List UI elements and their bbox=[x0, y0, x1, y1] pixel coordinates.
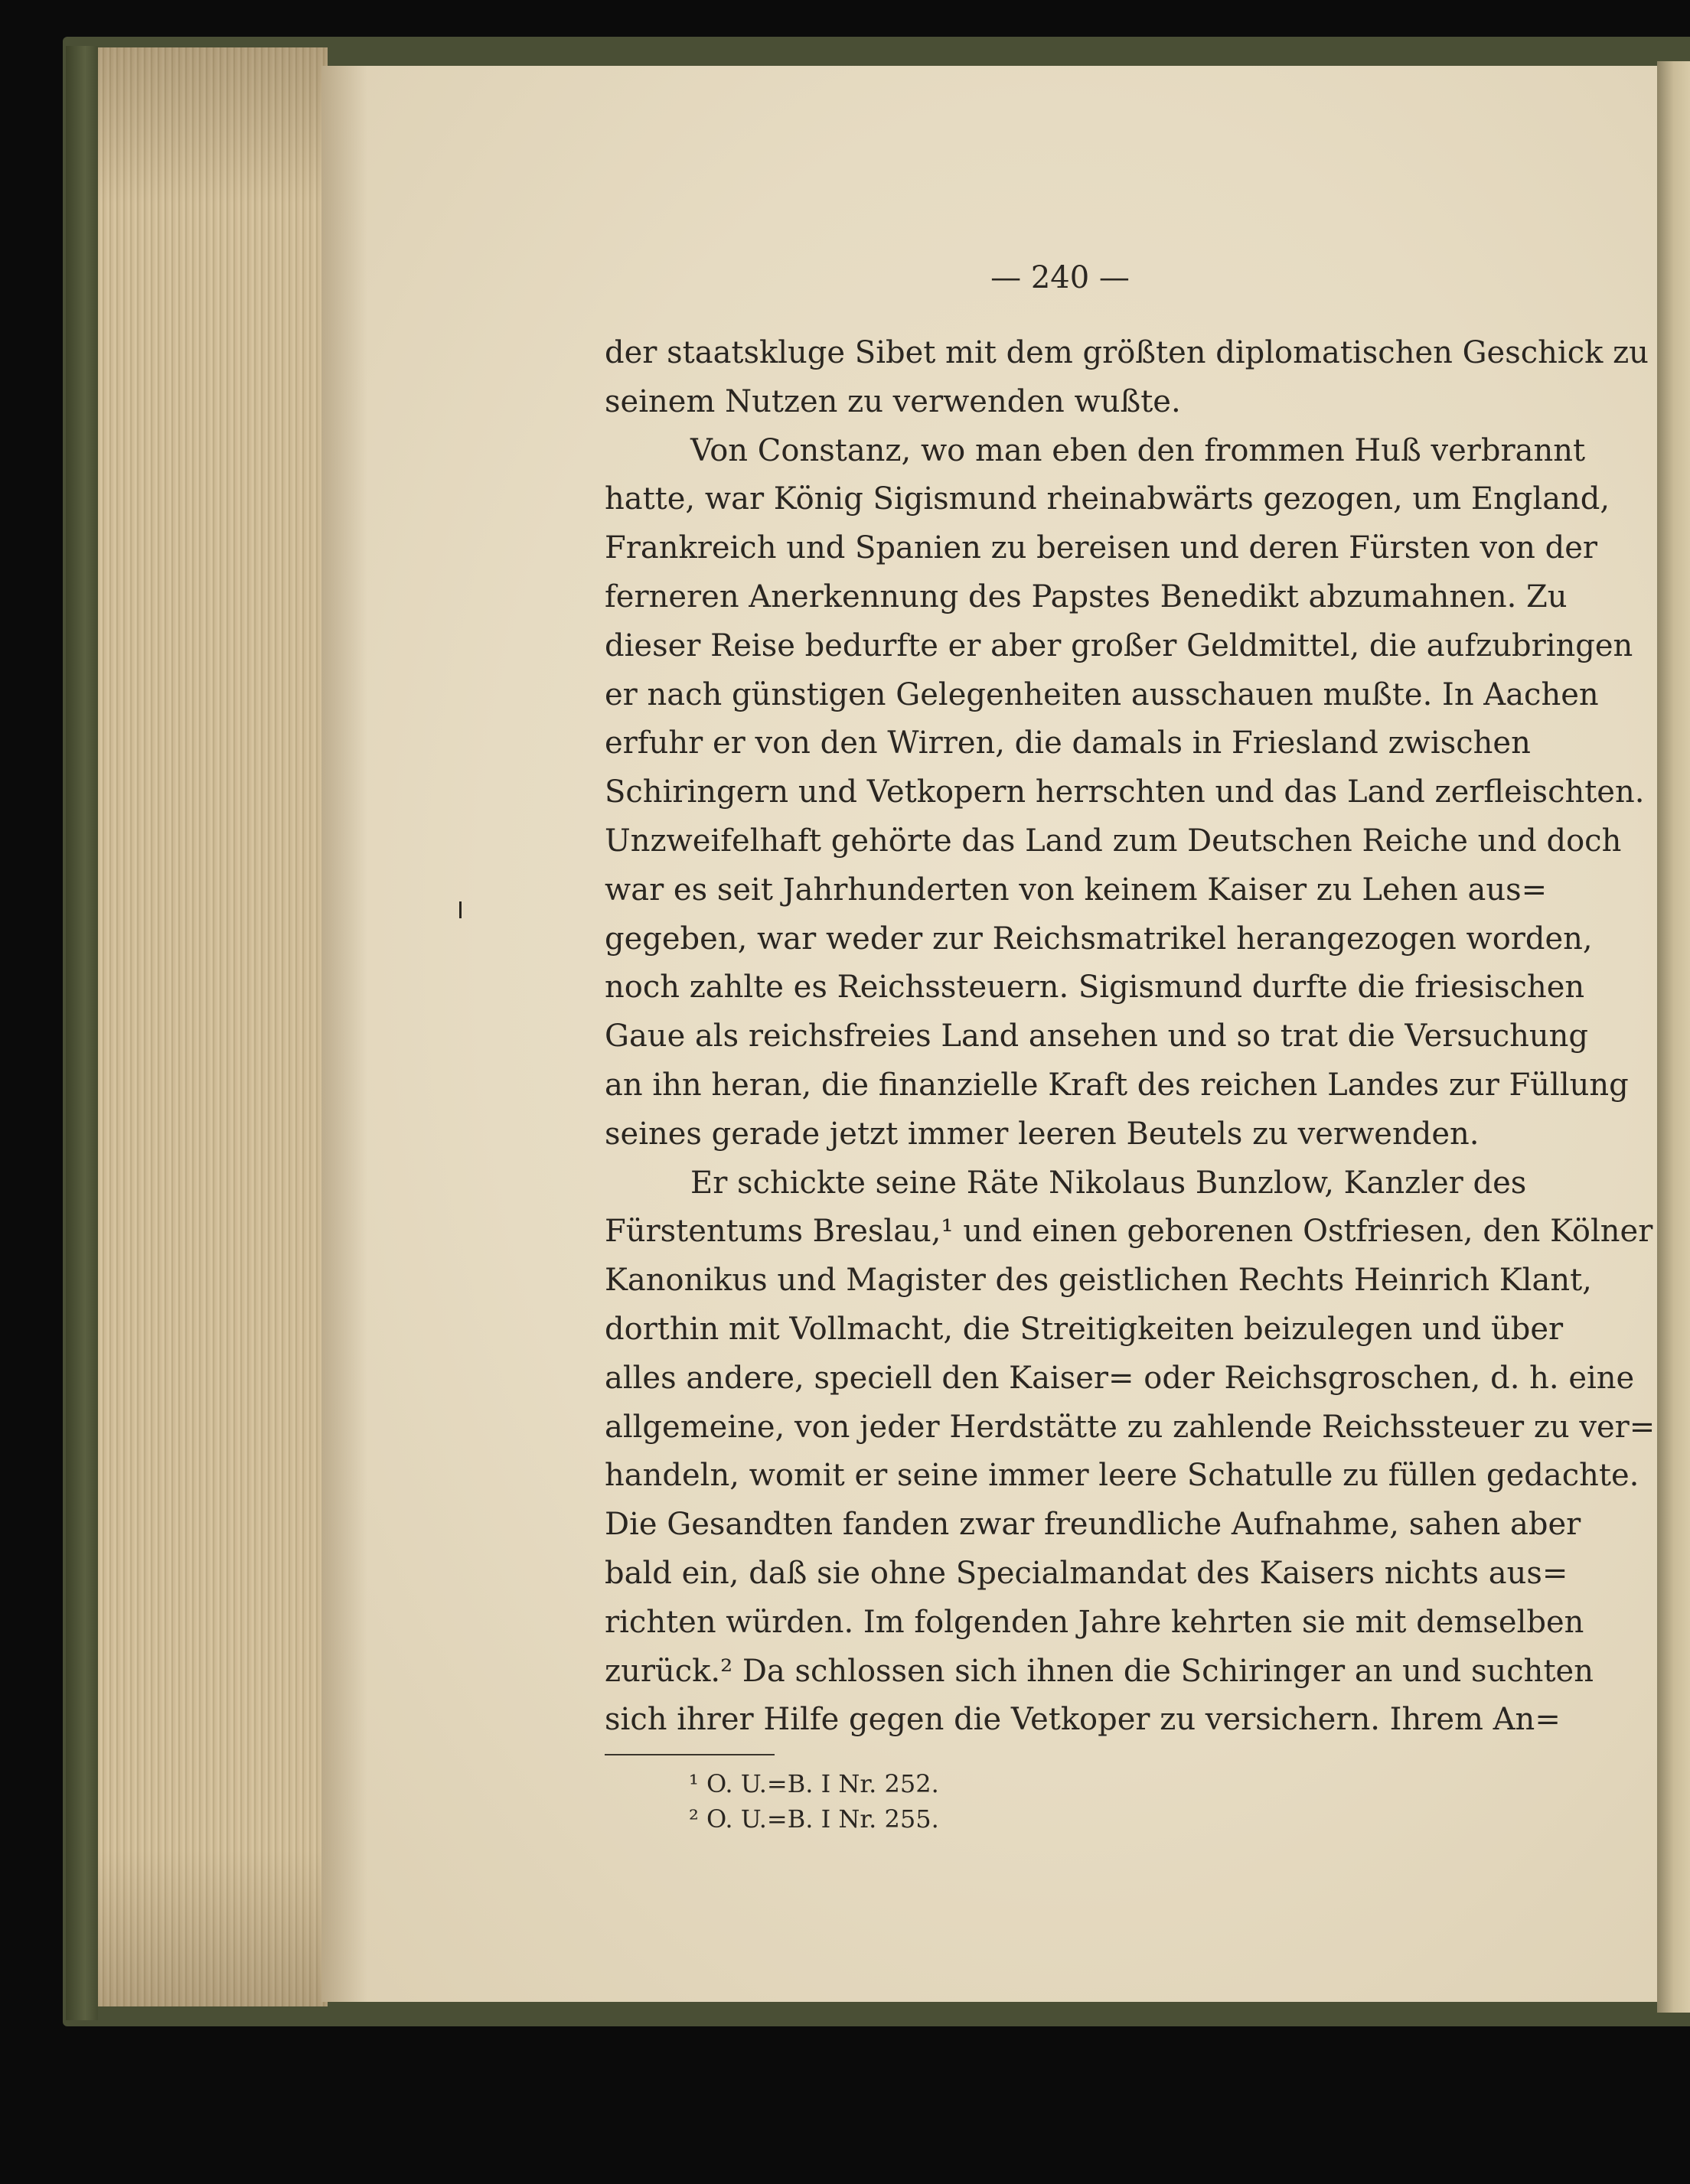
text-line: zurück.² Da schlossen sich ihnen die Schiringer an und suchten bbox=[605, 1653, 1594, 1689]
page-edges-shading bbox=[98, 47, 328, 2006]
text-line: handeln, womit er seine immer leere Schatulle zu füllen gedachte. bbox=[605, 1458, 1639, 1494]
margin-mark bbox=[459, 901, 462, 918]
footnote: ² O. U.=B. I Nr. 255. bbox=[689, 1804, 939, 1834]
text-line: noch zahlte es Reichssteuern. Sigismund durfte die friesischen bbox=[605, 970, 1585, 1006]
text-line: Die Gesandten fanden zwar freundliche Aufnahme, sahen aber bbox=[605, 1507, 1581, 1543]
text-line: an ihn heran, die finanzielle Kraft des reichen Landes zur Füllung bbox=[605, 1067, 1629, 1103]
footnotes bbox=[689, 1766, 1148, 1837]
text-line: dorthin mit Vollmacht, die Streitigkeiten beizulegen und über bbox=[605, 1311, 1564, 1347]
paragraph-1 bbox=[605, 329, 1649, 427]
text-line: Fürstentums Breslau,¹ und einen geborenen Ostfriesen, den Kölner bbox=[605, 1214, 1653, 1250]
text-line: er nach günstigen Gelegenheiten ausschauen mußte. In Aachen bbox=[605, 676, 1599, 712]
paragraph-3 bbox=[605, 1159, 1656, 1746]
paragraph-2 bbox=[605, 427, 1645, 1159]
next-page-sliver bbox=[1657, 61, 1690, 2013]
page-gutter-shadow bbox=[321, 66, 367, 2002]
text-line: Unzweifelhaft gehörte das Land zum Deutschen Reiche und doch bbox=[605, 823, 1622, 859]
text-line: der staatskluge Sibet mit dem größten diplomatischen Geschick zu bbox=[605, 335, 1649, 370]
text-line: bald ein, daß sie ohne Specialmandat des Kaisers nichts aus= bbox=[605, 1555, 1568, 1591]
text-line: gegeben, war weder zur Reichsmatrikel herangezogen worden, bbox=[605, 921, 1593, 957]
text-line: Von Constanz, wo man eben den frommen Huß verbrannt bbox=[690, 432, 1586, 468]
page-number: — 240 — bbox=[990, 260, 1130, 295]
text-line: Gaue als reichsfreies Land ansehen und so trat die Versuchung bbox=[605, 1019, 1588, 1055]
body-text bbox=[605, 329, 1656, 1745]
text-line: dieser Reise bedurfte er aber großer Geldmittel, die aufzubringen bbox=[605, 627, 1633, 663]
text-line: ferneren Anerkennung des Papstes Benedikt abzumahnen. Zu bbox=[605, 579, 1568, 614]
text-line: Er schickte seine Räte Nikolaus Bunzlow, Kanzler des bbox=[690, 1165, 1527, 1201]
text-line: war es seit Jahrhunderten von keinem Kaiser zu Lehen aus= bbox=[605, 872, 1548, 908]
text-line: seinem Nutzen zu verwenden wußte. bbox=[605, 383, 1181, 419]
footnote-rule bbox=[605, 1754, 775, 1755]
text-line: richten würden. Im folgenden Jahre kehrten sie mit demselben bbox=[605, 1604, 1584, 1640]
text-line: sich ihrer Hilfe gegen die Vetkoper zu versichern. Ihrem An= bbox=[605, 1702, 1561, 1738]
footnote: ¹ O. U.=B. I Nr. 252. bbox=[689, 1769, 939, 1798]
text-line: Schiringern und Vetkopern herrschten und das Land zerfleischten. bbox=[605, 774, 1645, 810]
text-line: hatte, war König Sigismund rheinabwärts gezogen, um England, bbox=[605, 481, 1610, 517]
text-line: erfuhr er von den Wirren, die damals in Friesland zwischen bbox=[605, 725, 1531, 761]
text-line: Kanonikus und Magister des geistlichen Rechts Heinrich Klant, bbox=[605, 1263, 1592, 1299]
text-line: Frankreich und Spanien zu bereisen und deren Fürsten von der bbox=[605, 530, 1598, 566]
text-line: allgemeine, von jeder Herdstätte zu zahlende Reichssteuer zu ver= bbox=[605, 1409, 1656, 1445]
book-spine-edge bbox=[66, 46, 98, 2020]
text-line: seines gerade jetzt immer leeren Beutels zu verwenden. bbox=[605, 1116, 1480, 1152]
text-line: alles andere, speciell den Kaiser= oder Reichsgroschen, d. h. eine bbox=[605, 1360, 1635, 1396]
